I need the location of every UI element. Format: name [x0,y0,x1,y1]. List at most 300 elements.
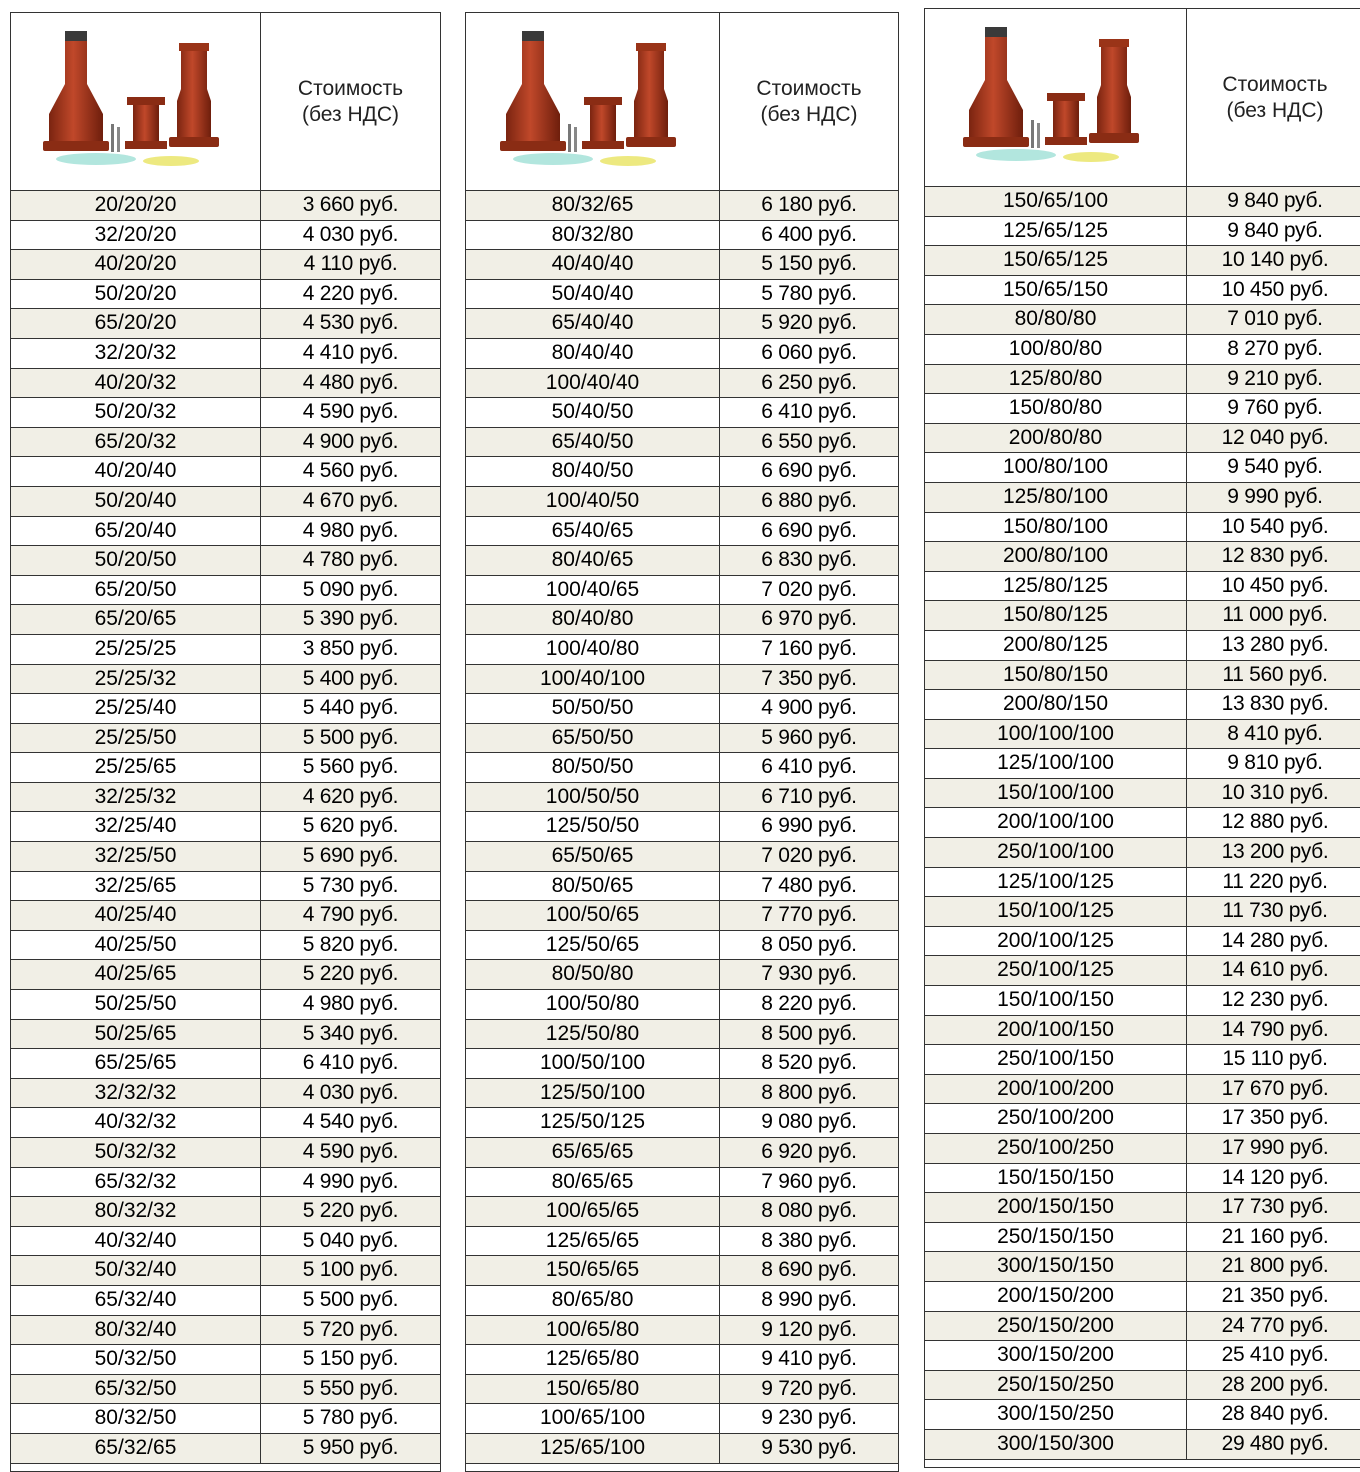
table-row [11,783,440,813]
price-cell: 13 830 руб. [1221,692,1329,716]
table-row [466,250,898,280]
size-cell: 80/32/50 [11,1404,261,1433]
price-cell: 6 410 руб. [761,755,857,779]
table-row [11,576,440,606]
table-header [466,13,898,191]
size-cell: 32/20/20 [11,221,261,250]
table-row [466,221,898,251]
price-cell: 6 710 руб. [761,784,857,808]
size-cell: 100/40/80 [466,635,720,664]
table-row [11,753,440,783]
table-row [11,280,440,310]
size-cell: 100/100/100 [925,720,1187,749]
price-cell: 7 480 руб. [761,873,857,897]
price-cell: 12 830 руб. [1221,544,1329,568]
table-row [466,960,898,990]
size-cell: 250/100/100 [925,838,1187,867]
size-cell: 80/50/50 [466,753,720,782]
table-row [925,365,1360,395]
size-cell: 150/65/65 [466,1256,720,1285]
size-cell: 65/40/50 [466,428,720,457]
size-cell: 65/20/40 [11,517,261,546]
pipe-fittings-photo-icon [925,9,1187,186]
table-row [925,1312,1360,1342]
table-row [925,1104,1360,1134]
size-cell: 150/100/125 [925,897,1187,926]
size-cell: 100/65/65 [466,1197,720,1226]
size-cell: 150/65/100 [925,187,1187,216]
table-row [11,191,440,221]
table-row [466,931,898,961]
price-cell: 5 150 руб. [302,1347,399,1371]
table-row [466,1345,898,1375]
price-cell: 5 960 руб. [761,725,857,749]
price-cell: 5 390 руб. [302,607,399,631]
size-cell: 40/40/40 [466,250,720,279]
size-cell: 65/50/65 [466,842,720,871]
price-cell: 14 610 руб. [1221,958,1329,982]
table-row [11,546,440,576]
size-cell: 50/20/50 [11,546,261,575]
table-row [11,1197,440,1227]
size-cell: 80/65/65 [466,1168,720,1197]
table-row [466,191,898,221]
size-cell: 40/20/20 [11,250,261,279]
table-row [925,513,1360,543]
price-cell: 5 100 руб. [302,1258,399,1282]
table-row [11,428,440,458]
price-cell: 6 920 руб. [761,1140,857,1163]
size-cell: 125/50/80 [466,1020,720,1049]
table-row [925,305,1360,335]
price-cell: 7 350 руб. [761,666,857,690]
table-row [925,808,1360,838]
table-row [925,424,1360,454]
price-cell: 9 120 руб. [761,1317,857,1341]
price-cell: 8 800 руб. [761,1080,857,1104]
price-cell: 8 990 руб. [761,1287,857,1311]
size-cell: 50/20/40 [11,487,261,516]
price-cell: 11 730 руб. [1222,899,1328,923]
price-cell: 10 540 руб. [1221,514,1329,538]
price-cell: 7 010 руб. [1227,307,1323,331]
table-row [925,483,1360,513]
size-cell: 200/100/125 [925,927,1187,956]
table-row [925,1400,1360,1430]
size-cell: 100/50/65 [466,901,720,930]
price-cell: 7 020 руб. [761,844,857,868]
table-row [11,872,440,902]
price-cell: 5 950 руб. [302,1435,399,1459]
price-cell: 17 990 руб. [1221,1136,1329,1159]
price-cell: 6 410 руб. [761,400,857,424]
price-cell: 10 140 руб. [1221,248,1329,272]
table-row [925,1223,1360,1253]
table-row [11,990,440,1020]
size-cell: 65/32/50 [11,1375,261,1404]
price-cell: 8 380 руб. [761,1228,857,1252]
price-cell: 6 400 руб. [761,222,857,246]
price-cell: 5 720 руб. [302,1317,399,1341]
size-cell: 50/32/32 [11,1138,261,1167]
table-row [925,1430,1360,1460]
table-row [11,635,440,665]
price-cell: 4 780 руб. [302,548,399,572]
size-cell: 80/50/80 [466,960,720,989]
size-cell: 100/65/100 [466,1404,720,1433]
price-column-header: Стоимость (без НДС) [756,76,862,126]
price-cell: 4 620 руб. [302,784,399,808]
table-row [466,1138,898,1168]
size-cell: 150/80/100 [925,513,1187,542]
table-row [466,339,898,369]
size-cell: 65/25/65 [11,1049,261,1078]
size-cell: 25/25/40 [11,694,261,723]
price-cell: 6 060 руб. [761,340,857,364]
size-cell: 300/150/300 [925,1430,1187,1459]
table-row [466,665,898,695]
price-cell: 21 350 руб. [1221,1283,1329,1307]
price-cell: 5 780 руб. [761,281,857,305]
size-cell: 25/25/32 [11,665,261,694]
size-cell: 200/150/150 [925,1193,1187,1222]
price-cell: 6 250 руб. [761,370,857,394]
price-cell: 9 990 руб. [1227,484,1323,508]
size-cell: 80/40/50 [466,457,720,486]
price-cell: 12 230 руб. [1221,988,1329,1012]
price-cell: 5 090 руб. [302,577,399,601]
price-cell: 4 560 руб. [302,459,399,483]
price-cell: 9 760 руб. [1227,396,1323,420]
table-row [11,901,440,931]
table-row [925,661,1360,691]
size-cell: 50/25/65 [11,1020,261,1049]
size-cell: 80/40/40 [466,339,720,368]
size-cell: 65/40/65 [466,517,720,546]
price-cell: 11 560 руб. [1222,662,1328,686]
size-cell: 300/150/150 [925,1252,1187,1281]
table-row [11,812,440,842]
price-cell: 4 990 руб. [302,1169,399,1193]
table-row [11,221,440,251]
price-cell: 10 450 руб. [1221,573,1329,597]
size-cell: 200/80/150 [925,690,1187,719]
size-cell: 50/32/40 [11,1256,261,1285]
size-cell: 40/20/40 [11,457,261,486]
table-row [11,309,440,339]
table-row [466,546,898,576]
table-row [466,1108,898,1138]
table-row [466,1168,898,1198]
price-cell: 8 270 руб. [1227,336,1323,360]
size-cell: 50/40/50 [466,398,720,427]
table-row [925,1371,1360,1401]
table-row [925,453,1360,483]
price-cell: 8 500 руб. [761,1021,857,1045]
size-cell: 100/40/50 [466,487,720,516]
table-row [11,517,440,547]
table-row [11,1108,440,1138]
table-row [11,339,440,369]
price-cell: 10 450 руб. [1221,277,1329,301]
price-cell: 8 410 руб. [1227,721,1323,745]
table-row [925,749,1360,779]
price-cell: 6 830 руб. [761,548,857,572]
size-cell: 80/40/65 [466,546,720,575]
table-row [466,694,898,724]
size-cell: 40/20/32 [11,369,261,398]
price-cell: 21 800 руб. [1221,1254,1329,1278]
price-cell: 4 980 руб. [302,518,399,542]
price-cell: 11 000 руб. [1222,603,1328,627]
price-cell: 4 030 руб. [302,1080,399,1104]
table-row [466,576,898,606]
price-cell: 9 410 руб. [761,1347,857,1371]
price-cell: 5 730 руб. [302,873,399,897]
table-row [466,1434,898,1464]
price-cell: 5 440 руб. [302,696,399,720]
price-cell: 4 790 руб. [302,903,399,927]
price-cell: 6 180 руб. [761,193,857,216]
table-row [925,542,1360,572]
price-column-header: Стоимость (без НДС) [1222,72,1328,122]
size-cell: 250/100/200 [925,1104,1187,1133]
size-cell: 125/100/125 [925,868,1187,897]
table-row [925,572,1360,602]
table-row [11,1375,440,1405]
table-row [466,724,898,754]
table-row [11,1256,440,1286]
price-cell: 4 900 руб. [761,696,857,720]
size-cell: 100/50/50 [466,783,720,812]
size-cell: 125/65/80 [466,1345,720,1374]
price-cell: 4 410 руб. [302,340,399,364]
size-cell: 150/80/125 [925,601,1187,630]
table-row [11,1020,440,1050]
table-row [466,783,898,813]
size-cell: 150/65/150 [925,276,1187,305]
size-cell: 100/80/100 [925,453,1187,482]
price-cell: 5 620 руб. [302,814,399,838]
table-body [466,191,898,1464]
size-cell: 125/80/125 [925,572,1187,601]
size-cell: 50/20/32 [11,398,261,427]
price-cell: 14 280 руб. [1221,928,1329,952]
table-row [11,1404,440,1434]
table-row [11,842,440,872]
price-cell: 5 040 руб. [302,1228,399,1252]
price-cell: 5 780 руб. [302,1406,399,1430]
table-row [466,842,898,872]
size-cell: 32/25/40 [11,812,261,841]
price-cell: 7 960 руб. [761,1169,857,1193]
size-cell: 100/40/65 [466,576,720,605]
size-cell: 80/40/80 [466,605,720,634]
price-cell: 6 970 руб. [761,607,857,631]
price-cell: 21 160 руб. [1221,1224,1329,1248]
price-cell: 13 280 руб. [1221,632,1329,656]
price-cell: 9 530 руб. [761,1435,857,1459]
price-cell: 5 500 руб. [302,725,399,749]
table-row [925,394,1360,424]
size-cell: 125/80/100 [925,483,1187,512]
table-row [11,1345,440,1375]
size-cell: 100/50/100 [466,1049,720,1078]
table-body [11,191,440,1464]
table-row [11,931,440,961]
table-row [925,601,1360,631]
table-row [11,694,440,724]
size-cell: 65/20/32 [11,428,261,457]
size-cell: 65/20/65 [11,605,261,634]
table-row [466,1256,898,1286]
size-cell: 40/32/40 [11,1227,261,1256]
size-cell: 125/50/100 [466,1079,720,1108]
size-cell: 200/80/100 [925,542,1187,571]
size-cell: 65/40/40 [466,309,720,338]
table-row [925,1045,1360,1075]
price-cell: 4 480 руб. [302,370,399,394]
table-row [925,1075,1360,1105]
size-cell: 80/32/32 [11,1197,261,1226]
size-cell: 40/25/65 [11,960,261,989]
table-row [11,250,440,280]
price-cell: 10 310 руб. [1221,780,1329,804]
price-cell: 4 030 руб. [302,222,399,246]
price-cell: 12 040 руб. [1221,425,1329,449]
price-cell: 11 220 руб. [1222,869,1328,893]
size-cell: 250/150/250 [925,1371,1187,1400]
price-cell: 8 520 руб. [761,1051,857,1075]
price-cell: 4 670 руб. [302,488,399,512]
size-cell: 50/25/50 [11,990,261,1019]
price-cell: 9 230 руб. [761,1406,857,1430]
table-row [466,753,898,783]
price-cell: 6 550 руб. [761,429,857,453]
price-cell: 8 050 руб. [761,932,857,956]
size-cell: 150/150/150 [925,1164,1187,1193]
price-cell: 17 670 руб. [1221,1076,1329,1100]
price-cell: 5 920 руб. [761,311,857,335]
table-row [466,487,898,517]
price-cell: 9 810 руб. [1227,751,1323,775]
price-cell: 29 480 руб. [1221,1431,1329,1455]
table-row [466,605,898,635]
table-row [925,1341,1360,1371]
price-cell: 9 720 руб. [761,1376,857,1400]
price-cell: 9 840 руб. [1227,189,1323,212]
price-cell: 3 850 руб. [302,636,399,660]
price-cell: 5 400 руб. [302,666,399,690]
price-cell: 5 220 руб. [302,962,399,986]
price-cell: 5 500 руб. [302,1287,399,1311]
size-cell: 200/150/200 [925,1282,1187,1311]
size-cell: 200/100/150 [925,1016,1187,1045]
size-cell: 150/80/150 [925,661,1187,690]
table-row [466,1079,898,1109]
size-cell: 250/100/250 [925,1134,1187,1163]
price-table-2 [465,12,899,1472]
size-cell: 32/25/32 [11,783,261,812]
price-table-1 [10,12,441,1472]
pipe-fittings-photo-icon [11,13,261,190]
table-row [925,720,1360,750]
table-row [466,1375,898,1405]
size-cell: 250/100/125 [925,956,1187,985]
table-row [466,280,898,310]
table-row [925,1134,1360,1164]
size-cell: 300/150/250 [925,1400,1187,1429]
table-row [466,901,898,931]
size-cell: 150/65/125 [925,246,1187,275]
price-cell: 7 930 руб. [761,962,857,986]
size-cell: 150/100/150 [925,986,1187,1015]
price-cell: 7 770 руб. [761,903,857,927]
price-cell: 14 790 руб. [1221,1017,1329,1041]
table-row [466,812,898,842]
price-cell: 7 160 руб. [761,636,857,660]
size-cell: 150/80/80 [925,394,1187,423]
price-cell: 5 150 руб. [761,252,857,276]
price-cell: 4 540 руб. [302,1110,399,1134]
price-cell: 5 550 руб. [302,1376,399,1400]
table-row [466,428,898,458]
table-row [466,1020,898,1050]
size-cell: 32/25/65 [11,872,261,901]
size-cell: 65/32/65 [11,1434,261,1463]
table-row [466,990,898,1020]
size-cell: 80/65/80 [466,1286,720,1315]
size-cell: 125/100/100 [925,749,1187,778]
table-row [11,1168,440,1198]
size-cell: 100/40/100 [466,665,720,694]
table-row [925,690,1360,720]
pipe-fittings-photo-icon [466,13,720,190]
table-row [466,517,898,547]
size-cell: 250/100/150 [925,1045,1187,1074]
size-cell: 200/80/125 [925,631,1187,660]
size-cell: 65/50/50 [466,724,720,753]
table-row [466,872,898,902]
table-row [11,724,440,754]
size-cell: 80/32/65 [466,191,720,220]
size-cell: 25/25/65 [11,753,261,782]
table-row [925,246,1360,276]
price-cell: 24 770 руб. [1221,1313,1329,1337]
table-row [11,1079,440,1109]
size-cell: 125/80/80 [925,365,1187,394]
price-cell: 9 210 руб. [1227,366,1323,390]
table-row [11,1138,440,1168]
size-cell: 32/25/50 [11,842,261,871]
table-row [925,187,1360,217]
size-cell: 125/50/50 [466,812,720,841]
price-cell: 5 220 руб. [302,1199,399,1223]
price-cell: 6 880 руб. [761,488,857,512]
price-cell: 14 120 руб. [1221,1165,1329,1189]
table-row [11,1286,440,1316]
table-row [466,309,898,339]
table-row [466,1049,898,1079]
price-cell: 28 840 руб. [1221,1402,1329,1426]
table-row [925,986,1360,1016]
table-header [925,9,1360,187]
size-cell: 100/40/40 [466,369,720,398]
table-row [466,369,898,399]
table-row [466,1316,898,1346]
table-row [925,631,1360,661]
price-cell: 17 730 руб. [1221,1195,1329,1219]
